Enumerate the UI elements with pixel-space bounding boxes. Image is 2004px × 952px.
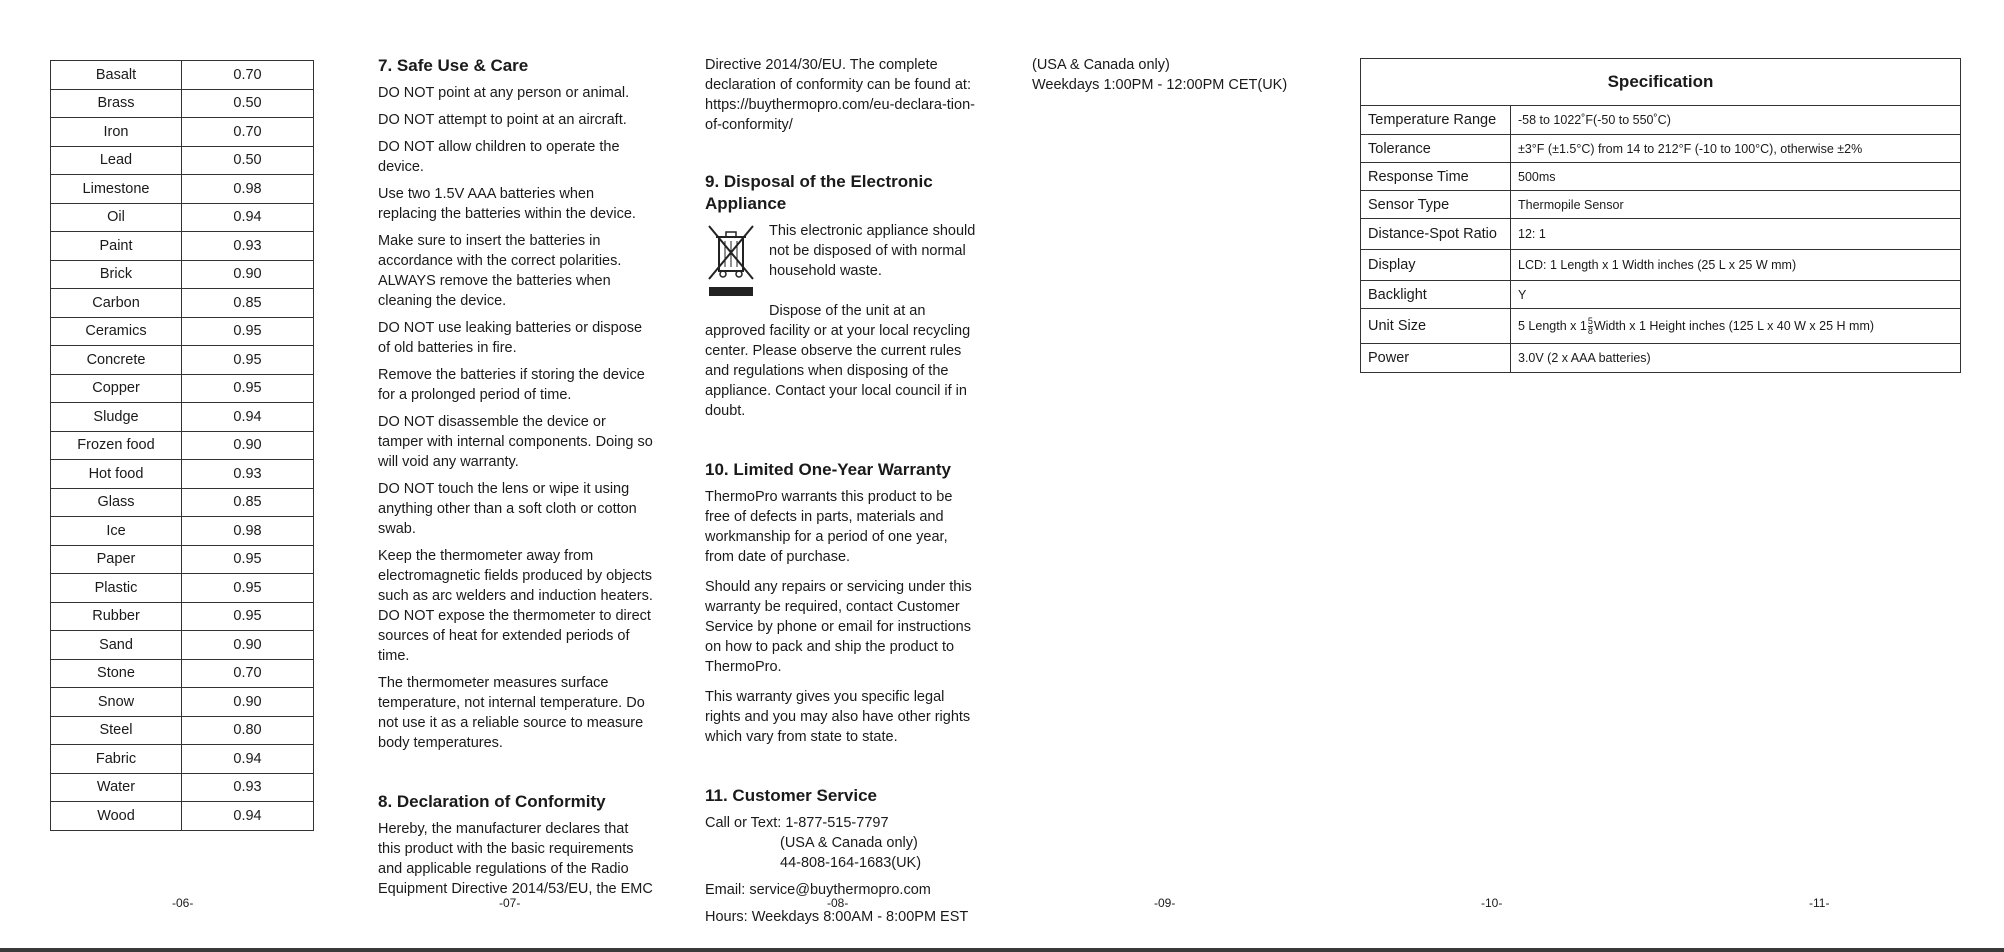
table-row (51, 403, 314, 432)
page-number-11: -11- (1809, 896, 1830, 910)
spec-value (1511, 309, 1961, 344)
emissivity-value-cell: 0.95 (182, 545, 314, 574)
table-row (51, 574, 314, 603)
spec-label: Unit Size (1361, 309, 1511, 344)
crossed-out-bin-icon (705, 223, 761, 302)
spec-label: Tolerance (1361, 135, 1511, 163)
spec-value: 3.0V (2 x AAA batteries) (1511, 344, 1961, 373)
material-cell: Limestone (51, 175, 182, 204)
emissivity-value-cell: 0.50 (182, 146, 314, 175)
emissivity-value-cell: 0.95 (182, 602, 314, 631)
safe-use-paragraph: DO NOT use leaking batteries or dispose of old batteries in fire. (378, 320, 643, 356)
emissivity-value-cell: 0.85 (182, 289, 314, 318)
spec-label: Sensor Type (1361, 191, 1511, 219)
material-cell: Ice (51, 517, 182, 546)
material-cell: Snow (51, 688, 182, 717)
email-line: Email: service@buythermopro.com (705, 882, 931, 898)
spec-label: Distance-Spot Ratio (1361, 219, 1511, 250)
spec-label: Response Time (1361, 163, 1511, 191)
declaration-title: 8. Declaration of Conformity (378, 792, 606, 811)
table-row (51, 118, 314, 147)
customer-service-title: 11. Customer Service (705, 786, 877, 805)
material-cell: Basalt (51, 61, 182, 90)
material-cell: Copper (51, 374, 182, 403)
emissivity-value-cell: 0.93 (182, 460, 314, 489)
table-row (51, 488, 314, 517)
material-cell: Water (51, 773, 182, 802)
emissivity-value-cell: 0.50 (182, 89, 314, 118)
warranty-paragraph: This warranty gives you specific legal rights and you may also have other rights which vary from state to state. (705, 689, 971, 745)
spec-value: 500ms (1511, 163, 1961, 191)
fraction (1588, 317, 1593, 336)
emissivity-value-cell: 0.70 (182, 118, 314, 147)
warranty-paragraph: ThermoPro warrants this product to be free of defects in parts, materials and workmanship for a period of one year, from date of purchase. (705, 489, 953, 565)
material-cell: Plastic (51, 574, 182, 603)
table-row (51, 631, 314, 660)
emissivity-value-cell: 0.85 (182, 488, 314, 517)
spec-label: Display (1361, 250, 1511, 281)
table-row (51, 175, 314, 204)
emissivity-value-cell: 0.94 (182, 203, 314, 232)
bottom-border-line (0, 948, 2004, 952)
emissivity-value-cell: 0.94 (182, 802, 314, 831)
unit-size-suffix: Width x 1 Height inches (125 L x 40 W x 25 H mm) (1593, 318, 1875, 333)
safe-use-paragraph: DO NOT disassemble the device or tamper with internal components. Doing so will void any warranty. (378, 414, 653, 470)
disposal-block (705, 221, 980, 302)
material-cell: Wood (51, 802, 182, 831)
spec-label: Temperature Range (1361, 106, 1511, 135)
material-cell: Fabric (51, 745, 182, 774)
hours-line: Hours: Weekdays 8:00AM - 8:00PM EST (705, 909, 969, 925)
uk-phone: 44-808-164-1683(UK) (780, 855, 922, 871)
table-row (51, 317, 314, 346)
page-number-08: -08- (827, 896, 849, 910)
table-row (51, 289, 314, 318)
table-row (51, 688, 314, 717)
spec-value: LCD: 1 Length x 1 Width inches (25 L x 25 W mm) (1511, 250, 1961, 281)
table-row (51, 802, 314, 831)
table-row (51, 773, 314, 802)
spec-value: Thermopile Sensor (1511, 191, 1961, 219)
table-row (51, 232, 314, 261)
material-cell: Paint (51, 232, 182, 261)
emissivity-value-cell: 0.95 (182, 346, 314, 375)
warranty-paragraph: Should any repairs or servicing under this warranty be required, contact Customer Service by phone or email for instructions on how to pack and ship the product to ThermoPro. (705, 579, 972, 675)
spec-value: 12: 1 (1511, 219, 1961, 250)
disposal-text1: This electronic appliance should not be disposed of with normal household waste. (769, 223, 976, 279)
safe-use-paragraph: Use two 1.5V AAA batteries when replacing the batteries within the device. (378, 186, 636, 222)
spec-row (1361, 106, 1961, 135)
table-row (51, 460, 314, 489)
spec-row (1361, 191, 1961, 219)
material-cell: Sludge (51, 403, 182, 432)
table-row (51, 89, 314, 118)
safe-use-paragraph: The thermometer measures surface temperature, not internal temperature. Do not use it as a reliable source to measure body temperatures. (378, 675, 645, 751)
safe-use-title: 7. Safe Use & Care (378, 56, 529, 75)
usa-canada-note: (USA & Canada only) (780, 835, 918, 851)
spec-label: Backlight (1361, 281, 1511, 309)
specification-title: Specification (1361, 59, 1961, 106)
material-cell: Steel (51, 716, 182, 745)
safe-use-paragraph: Remove the batteries if storing the device for a prolonged period of time. (378, 367, 645, 403)
spec-row (1361, 250, 1961, 281)
table-row (51, 517, 314, 546)
material-cell: Paper (51, 545, 182, 574)
middle-column (705, 55, 980, 927)
emissivity-value-cell: 0.90 (182, 431, 314, 460)
material-cell: Oil (51, 203, 182, 232)
fraction-denominator: 8 (1587, 325, 1593, 336)
declaration-text-part2: Directive 2014/30/EU. The complete declaration of conformity can be found at: https://buythermopro.com/eu-declara-tion-of-conformity/ (705, 57, 975, 133)
table-row (51, 146, 314, 175)
specification-table (1360, 58, 1961, 373)
material-cell: Carbon (51, 289, 182, 318)
material-cell: Brass (51, 89, 182, 118)
emissivity-value-cell: 0.70 (182, 61, 314, 90)
spec-row (1361, 344, 1961, 373)
spec-row (1361, 281, 1961, 309)
table-row (51, 716, 314, 745)
spec-value: ±3°F (±1.5°C) from 14 to 212°F (-10 to 100°C), otherwise ±2% (1511, 135, 1961, 163)
table-row (51, 346, 314, 375)
safe-use-paragraph: DO NOT touch the lens or wipe it using anything other than a soft cloth or cotton swab. (378, 481, 637, 537)
table-row (51, 61, 314, 90)
warranty-title: 10. Limited One-Year Warranty (705, 460, 951, 479)
spec-row (1361, 309, 1961, 344)
material-cell: Iron (51, 118, 182, 147)
safe-use-column (378, 55, 653, 906)
material-cell: Hot food (51, 460, 182, 489)
safe-use-paragraph: DO NOT point at any person or animal. (378, 85, 630, 101)
emissivity-value-cell: 0.70 (182, 659, 314, 688)
usa-canada-note-2: (USA & Canada only) (1032, 57, 1170, 73)
table-row (51, 374, 314, 403)
table-row (51, 659, 314, 688)
material-cell: Glass (51, 488, 182, 517)
emissivity-value-cell: 0.94 (182, 403, 314, 432)
disposal-title: 9. Disposal of the Electronic Appliance (705, 172, 933, 213)
table-row (51, 745, 314, 774)
page-number-09: -09- (1154, 896, 1176, 910)
safe-use-paragraph: Make sure to insert the batteries in accordance with the correct polarities. ALWAYS remove the batteries when cleaning the device. (378, 233, 622, 309)
emissivity-value-cell: 0.93 (182, 232, 314, 261)
emissivity-value-cell: 0.95 (182, 317, 314, 346)
spec-value: Y (1511, 281, 1961, 309)
material-cell: Frozen food (51, 431, 182, 460)
safe-use-paragraph: DO NOT allow children to operate the device. (378, 139, 620, 175)
material-cell: Brick (51, 260, 182, 289)
declaration-text-part1: Hereby, the manufacturer declares that this product with the basic requirements and applicable regulations of the Radio Equipment Directive 2014/53/EU, the EMC (378, 821, 653, 897)
page-number-10: -10- (1481, 896, 1503, 910)
emissivity-value-cell: 0.94 (182, 745, 314, 774)
spec-label: Power (1361, 344, 1511, 373)
material-cell: Ceramics (51, 317, 182, 346)
emissivity-value-cell: 0.98 (182, 517, 314, 546)
table-row (51, 260, 314, 289)
table-row (51, 431, 314, 460)
safe-use-paragraph: DO NOT attempt to point at an aircraft. (378, 112, 627, 128)
spec-row (1361, 163, 1961, 191)
emissivity-value-cell: 0.95 (182, 374, 314, 403)
material-cell: Lead (51, 146, 182, 175)
disposal-text2: Dispose of the unit at an approved facility or at your local recycling center. Please observe the current rules and regulations when disposing of the appliance. Contact your local council if in doubt. (705, 303, 971, 419)
emissivity-value-cell: 0.95 (182, 574, 314, 603)
material-cell: Sand (51, 631, 182, 660)
table-row (51, 203, 314, 232)
spec-value: -58 to 1022˚F(-50 to 550˚C) (1511, 106, 1961, 135)
unit-size-prefix: 5 Length x 1 (1518, 318, 1587, 333)
emissivity-value-cell: 0.98 (182, 175, 314, 204)
emissivity-value-cell: 0.90 (182, 631, 314, 660)
material-cell: Rubber (51, 602, 182, 631)
material-cell: Concrete (51, 346, 182, 375)
page-number-07: -07- (499, 896, 521, 910)
emissivity-table (50, 60, 314, 831)
fraction-numerator: 5 (1587, 315, 1593, 326)
page-number-06: -06- (172, 896, 194, 910)
emissivity-value-cell: 0.93 (182, 773, 314, 802)
spec-row (1361, 219, 1961, 250)
table-row (51, 545, 314, 574)
emissivity-value-cell: 0.90 (182, 688, 314, 717)
spec-row (1361, 135, 1961, 163)
table-row (51, 602, 314, 631)
emissivity-value-cell: 0.90 (182, 260, 314, 289)
call-text-line: Call or Text: 1-877-515-7797 (705, 815, 889, 831)
emissivity-value-cell: 0.80 (182, 716, 314, 745)
safe-use-paragraph: Keep the thermometer away from electromagnetic fields produced by objects such as arc welders and induction heaters. DO NOT expose the thermometer to direct sources of heat for extended periods of time. (378, 548, 653, 664)
uk-hours: Weekdays 1:00PM - 12:00PM CET(UK) (1032, 77, 1288, 93)
hours-continuation (1032, 55, 1292, 95)
material-cell: Stone (51, 659, 182, 688)
